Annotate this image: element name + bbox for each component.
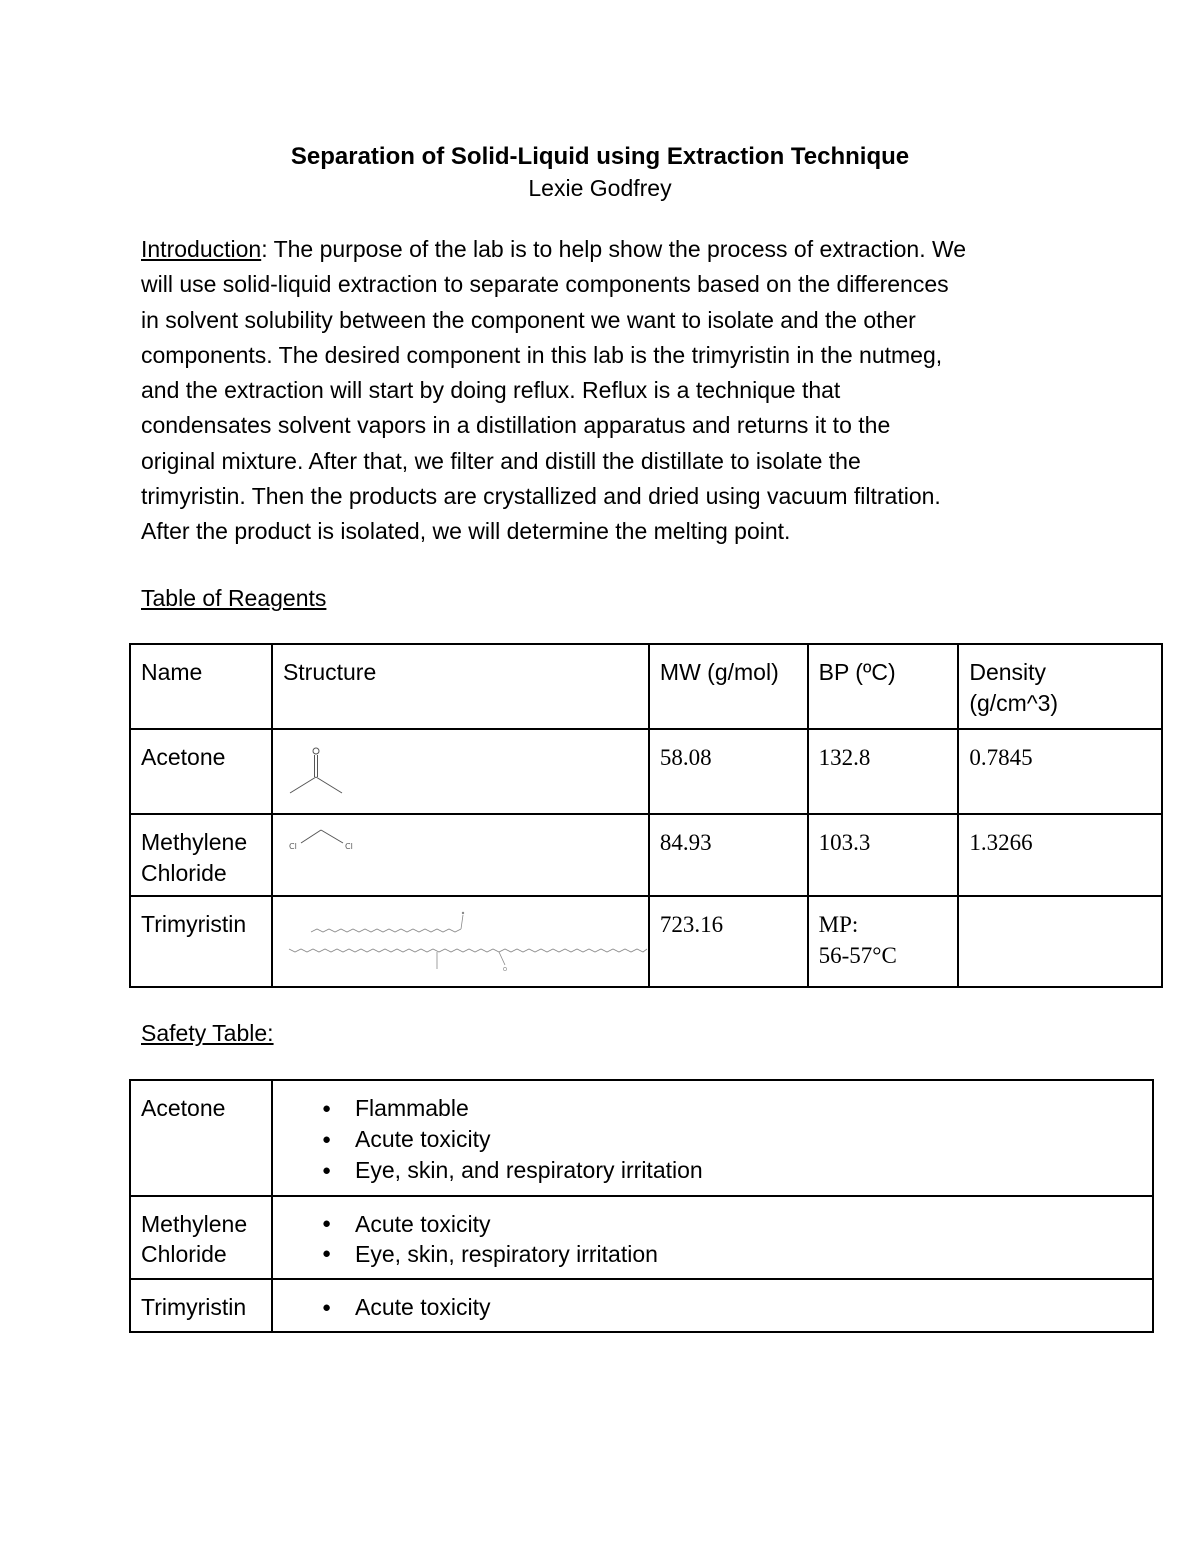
reagent-mp: MP: 56-57°C bbox=[808, 896, 959, 987]
intro-line: in solvent solubility between the component we want to isolate and the other bbox=[141, 306, 916, 333]
acetone-structure-image bbox=[272, 729, 649, 814]
intro-line: will use solid-liquid extraction to separate components based on the differences bbox=[141, 271, 949, 298]
table-row bbox=[130, 896, 1162, 987]
safety-hazards bbox=[272, 1279, 1153, 1332]
author-name: Lexie Godfrey bbox=[528, 175, 672, 201]
reagent-density: 1.3266 bbox=[958, 814, 1162, 896]
hazard-list bbox=[283, 1292, 1142, 1323]
reagent-density bbox=[958, 896, 1162, 987]
table-row bbox=[130, 814, 1162, 896]
list-item: ● Eye, skin, and respiratory irritation bbox=[355, 1155, 1142, 1186]
table-row bbox=[130, 1080, 1153, 1196]
intro-line: original mixture. After that, we filter and distill the distillate to isolate the bbox=[141, 447, 861, 474]
reagent-bp: 103.3 bbox=[808, 814, 959, 896]
header-density: Density (g/cm^3) bbox=[958, 644, 1162, 729]
safety-chemical-name: Methylene Chloride bbox=[130, 1196, 272, 1279]
intro-line: components. The desired component in this lab is the trimyristin in the nutmeg, bbox=[141, 341, 943, 368]
safety-table-heading: Safety Table: bbox=[141, 1020, 274, 1046]
intro-line: trimyristin. Then the products are crystallized and dried using vacuum filtration. bbox=[141, 483, 941, 510]
methylene-chloride-structure-image bbox=[272, 814, 649, 896]
list-item: ● Eye, skin, respiratory irritation bbox=[355, 1239, 1142, 1269]
table-row bbox=[130, 1196, 1153, 1279]
reagent-mw: 58.08 bbox=[649, 729, 808, 814]
reagent-name: Trimyristin bbox=[130, 896, 272, 987]
introduction-label: Introduction bbox=[141, 236, 262, 262]
trimyristin-structure-image bbox=[272, 896, 649, 987]
reagent-mw: 723.16 bbox=[649, 896, 808, 987]
safety-chemical-name: Acetone bbox=[130, 1080, 272, 1196]
reagent-name: Methylene Chloride bbox=[130, 814, 272, 896]
header-mw: MW (g/mol) bbox=[649, 644, 808, 729]
reagent-density: 0.7845 bbox=[958, 729, 1162, 814]
intro-line: After the product is isolated, we will determine the melting point. bbox=[141, 518, 791, 545]
intro-line: Introduction: The purpose of the lab is to help show the process of extraction. We bbox=[141, 236, 967, 262]
header-structure: Structure bbox=[272, 644, 649, 729]
safety-hazards bbox=[272, 1196, 1153, 1279]
hazard-list bbox=[283, 1093, 1142, 1186]
header-name: Name bbox=[130, 644, 272, 729]
table-row bbox=[130, 729, 1162, 814]
reagent-mw: 84.93 bbox=[649, 814, 808, 896]
reagents-table-heading: Table of Reagents bbox=[141, 585, 327, 611]
list-item: ● Acute toxicity bbox=[355, 1292, 1142, 1323]
list-item: ● Acute toxicity bbox=[355, 1209, 1142, 1239]
safety-chemical-name: Trimyristin bbox=[130, 1279, 272, 1332]
intro-line: condensates solvent vapors in a distillation apparatus and returns it to the bbox=[141, 412, 891, 439]
introduction-paragraph bbox=[141, 232, 1071, 550]
reagents-table bbox=[129, 643, 1163, 988]
hazard-list bbox=[283, 1209, 1142, 1269]
table-row bbox=[130, 1279, 1153, 1332]
list-item: ● Flammable bbox=[355, 1093, 1142, 1124]
safety-table bbox=[129, 1079, 1154, 1333]
svg-text:Cl: Cl bbox=[344, 842, 353, 851]
header-bp: BP (ºC) bbox=[808, 644, 959, 729]
table-header-row bbox=[130, 644, 1162, 729]
safety-hazards bbox=[272, 1080, 1153, 1196]
list-item: ● Acute toxicity bbox=[355, 1124, 1142, 1155]
reagent-name: Acetone bbox=[130, 729, 272, 814]
reagent-bp: 132.8 bbox=[808, 729, 959, 814]
svg-text:Cl: Cl bbox=[288, 842, 297, 851]
intro-line: and the extraction will start by doing reflux. Reflux is a technique that bbox=[141, 377, 841, 404]
document-title: Separation of Solid-Liquid using Extraction Technique bbox=[290, 143, 910, 170]
